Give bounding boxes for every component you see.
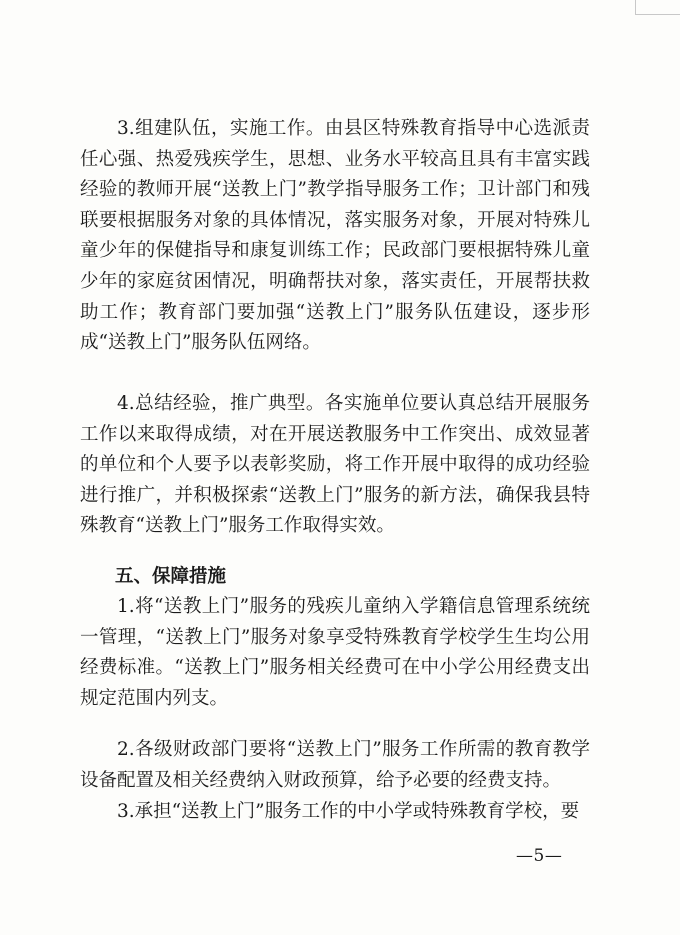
paragraph-measure-3: 3.承担“送教上门”服务工作的中小学或特殊教育学校，要 — [117, 801, 580, 822]
paragraph-measure-1: 1.将“送教上门”服务的残疾儿童纳入学籍信息管理系统统一管理，“送教上门”服务对象享受特殊教育学校学生生均公用经费标准。“送教上门”服务相关经费可在中小学公用经费支出规定范围内列支。 — [80, 596, 590, 709]
paragraph-measure-2: 2.各级财政部门要将“送教上门”服务工作所需的教育教学设备配置及相关经费纳入财政预算，给予必要的经费支持。 — [80, 739, 590, 791]
page-number: —5— — [516, 846, 563, 866]
section-heading-safeguards: 五、保障措施 — [115, 566, 227, 587]
paragraph-summarize-experience: 4.总结经验，推广典型。各实施单位要认真总结开展服务工作以来取得成绩，对在开展送教服务中工作突出、成效显著的单位和个人要予以表彰奖励，将工作开展中取得的成功经验进行推广，并积极探索“送教上门”服务的新方法，确保我县特殊教育“送教上门”服务工作取得实效。 — [80, 393, 590, 537]
paragraph-team-building: 3.组建队伍，实施工作。由县区特殊教育指导中心选派责任心强、热爱残疾学生，思想、业务水平较高且具有丰富实践经验的教师开展“送教上门”教学指导服务工作；卫计部门和残联要根据服务对象的具体情况，落实服务对象，开展对特殊儿童少年的保健指导和康复训练工作；民政部门要根据特殊儿童少年的家庭贫困情况，明确帮扶对象，落实责任，开展帮扶救助工作；教育部门要加强“送教上门”服务队伍建设，逐步形成“送教上门”服务队伍网络。 — [80, 118, 590, 354]
scan-edge-mark — [635, 0, 680, 15]
